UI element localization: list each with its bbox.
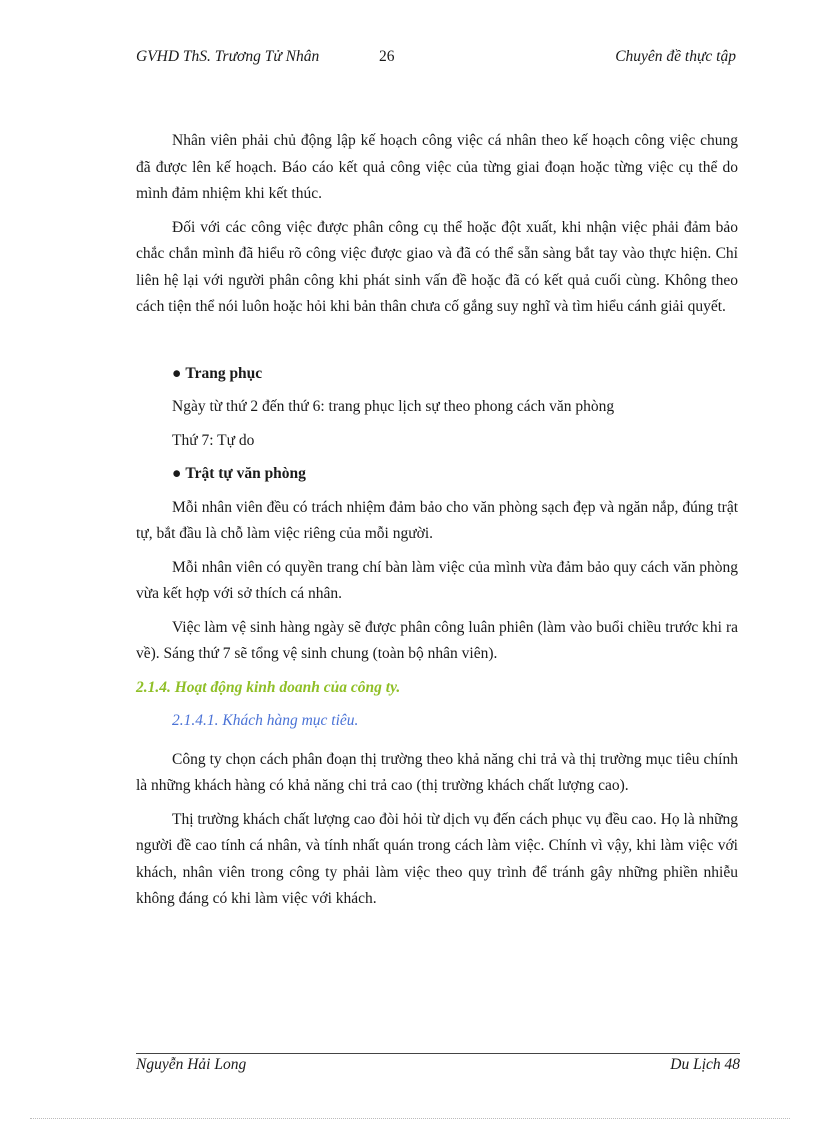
header-title: Chuyên đề thực tập (615, 48, 736, 65)
bullet-icon: ● (172, 364, 182, 382)
page-header (136, 48, 736, 70)
header-supervisor: GVHD ThS. Trương Tử Nhân (136, 48, 320, 65)
page-body (136, 128, 738, 913)
bullet-dress-label: Trang phục (185, 364, 263, 382)
page-number: 26 (379, 48, 395, 65)
dress-saturday: Thứ 7: Tự do (172, 431, 255, 449)
paragraph-segmentation: Công ty chọn cách phân đoạn thị trường theo khả năng chi trả và thị trường mục tiêu chính là những khách hàng có khả năng chi trả cao (thị trường khách chất lượng cao). (136, 750, 738, 794)
paragraph-planning: Nhân viên phải chủ động lập kế hoạch công việc cá nhân theo kế hoạch công việc chung đã được lên kế hoạch. Báo cáo kết quả công việc của từng giai đoạn hoặc từng việc cụ thể do mình đảm nhiệm khi kết thúc. (136, 132, 738, 202)
section-heading: 2.1.4. Hoạt động kinh doanh của công ty. (136, 678, 401, 696)
footer-class: Du Lịch 48 (670, 1056, 740, 1073)
bullet-office-order (172, 461, 738, 488)
spacer (136, 321, 738, 361)
paragraph-cleaning: Việc làm vệ sinh hàng ngày sẽ được phân công luân phiên (làm vào buổi chiều trước khi ra về). Sáng thứ 7 sẽ tổng vệ sinh chung (toàn bộ nhân viên). (136, 618, 738, 662)
bullet-office-order-label: Trật tự văn phòng (185, 465, 306, 482)
paragraph-desk-decoration: Mỗi nhân viên có quyền trang chí bàn làm việc của mình vừa đảm bảo quy cách văn phòng vừa kết hợp với sở thích cá nhân. (136, 558, 738, 602)
bullet-icon: ● (172, 465, 182, 482)
paragraph-high-quality-market: Thị trường khách chất lượng cao đòi hỏi từ dịch vụ đến cách phục vụ đều cao. Họ là những người đề cao tính cá nhân, và tính nhất quán trong cách làm việc. Chính vì vậy, khi làm việc với khách, nhân viên trong công ty phải làm việc theo quy trình để tránh gây những phiền nhiễu không đáng có khi làm việc với khách. (136, 810, 738, 907)
subsection-heading: 2.1.4.1. Khách hàng mục tiêu. (172, 712, 359, 729)
footer-author: Nguyễn Hải Long (136, 1056, 247, 1073)
paragraph-assignments: Đối với các công việc được phân công cụ thể hoặc đột xuất, khi nhận việc phải đảm bảo chắc chắn mình đã hiểu rõ công việc được giao và đã có thể sẵn sàng bắt tay vào thực hiện. Chỉ liên hệ lại với người phân công khi phát sinh vấn đề hoặc đã có kết quả cuối cùng. Không theo cách tiện thể nói luôn hoặc hỏi khi bản thân chưa cố gắng suy nghĩ và tìm hiểu cánh giải quyết. (136, 218, 738, 315)
dress-weekdays: Ngày từ thứ 2 đến thứ 6: trang phục lịch sự theo phong cách văn phòng (172, 398, 615, 415)
bullet-dress (172, 361, 738, 388)
paragraph-tidiness: Mỗi nhân viên đều có trách nhiệm đảm bảo cho văn phòng sạch đẹp và ngăn nắp, đúng trật tự, bắt đầu là chỗ làm việc riêng của mỗi người. (136, 498, 738, 542)
footer-divider (136, 1053, 740, 1054)
page-bottom-border (30, 1118, 790, 1119)
page-footer (136, 1056, 740, 1074)
